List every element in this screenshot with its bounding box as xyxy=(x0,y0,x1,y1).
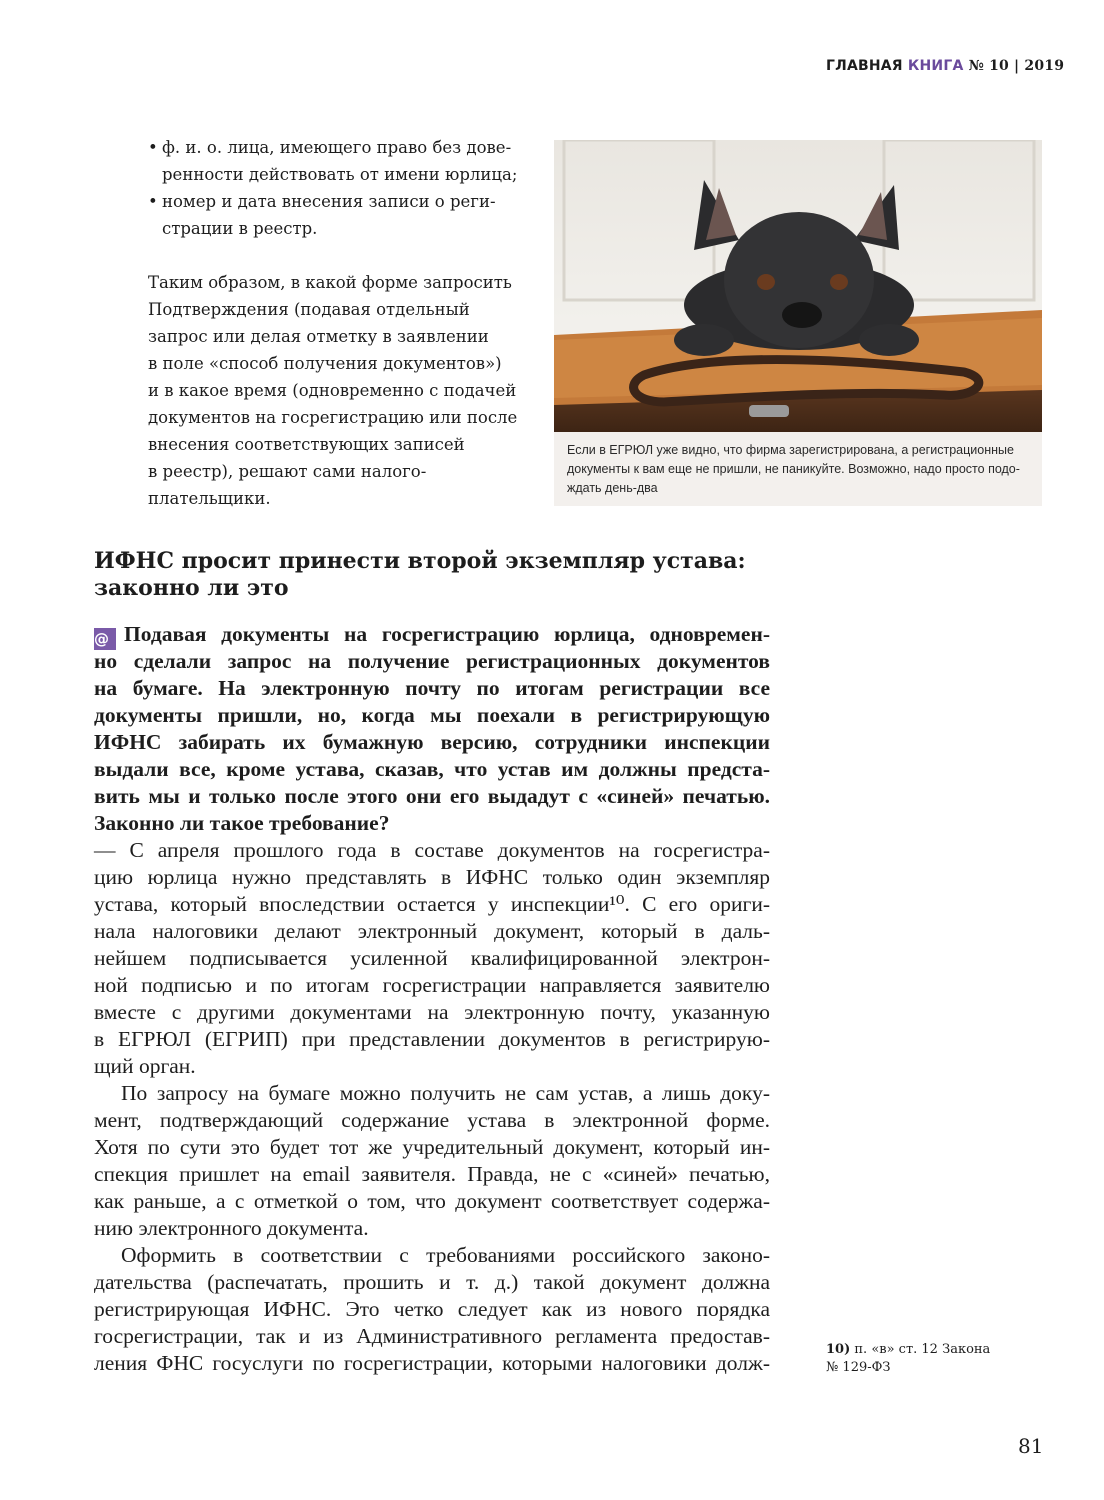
answer-line: регистрирующая ИФНС. Это четко следует как из нового порядка xyxy=(94,1297,770,1321)
answer-line: — С апреля прошлого года в составе документов на госрегистра- xyxy=(94,838,770,862)
footnote-text: № 129-ФЗ xyxy=(826,1360,891,1375)
caption-line: Если в ЕГРЮЛ уже видно, что фирма зарегистрирована, а регистрационные xyxy=(567,443,1014,457)
reader-question xyxy=(94,621,770,837)
bullet-item-line: ренности действовать от имени юрлица; xyxy=(162,165,518,184)
brand-accent: КНИГА xyxy=(907,58,964,74)
header-separator: | xyxy=(1014,58,1020,74)
issue-year: 2019 xyxy=(1024,58,1065,74)
answer-line: ления ФНС госуслуги по госрегистрации, которыми налоговики долж- xyxy=(94,1351,770,1375)
answer-line: нала налоговики делают электронный документ, который в даль- xyxy=(94,919,770,943)
question-line: документы пришли, но, когда мы поехали в регистрирующую xyxy=(94,703,770,727)
answer-line: спекция пришлет на email заявителя. Правда, не с «синей» печатью, xyxy=(94,1162,770,1186)
paragraph-line: в поле «способ получения документов») xyxy=(148,354,502,373)
bullet-item-line: страции в реестр. xyxy=(162,219,318,238)
answer-line: госрегистрации, так и из Административного регламента предостав- xyxy=(94,1324,770,1348)
left-column xyxy=(148,134,518,512)
paragraph-line: документов на госрегистрацию или после xyxy=(148,408,518,427)
paragraph-line: и в какое время (одновременно с подачей xyxy=(148,381,517,400)
answer-line: в ЕГРЮЛ (ЕГРИП) при представлении документов в регистрирую- xyxy=(94,1027,770,1051)
footnote-number: 10) xyxy=(826,1342,851,1357)
answer-line: Оформить в соответствии с требованиями российского законо- xyxy=(121,1243,770,1267)
answer-line: Хотя по сути это будет тот же учредительный документ, который ин- xyxy=(94,1135,770,1159)
answer-line: мент, подтверждающий содержание устава в электронной форме. xyxy=(94,1108,770,1132)
footnote-text: п. «в» ст. 12 Закона xyxy=(854,1342,991,1357)
running-header xyxy=(826,58,1064,74)
paragraph-line: плательщики. xyxy=(148,489,271,508)
answer-line: нию электронного документа. xyxy=(94,1216,369,1240)
answer-line: цию юрлица нужно представлять в ИФНС только один экземпляр xyxy=(94,865,770,889)
question-text: Подавая документы на госрегистрацию юрлица, одновремен- xyxy=(124,622,770,646)
footnote xyxy=(826,1341,990,1377)
answer-line: ной подписью и по итогам госрегистрации направляется заявителю xyxy=(94,973,770,997)
answer-line: как раньше, а с отметкой о том, что документ соответствует содержа- xyxy=(94,1189,770,1213)
answer-line: нейшем подписывается усиленной квалифицированной электрон- xyxy=(94,946,770,970)
answer-line: щий орган. xyxy=(94,1054,196,1078)
paragraph-line: Подтверждения (подавая отдельный xyxy=(148,300,470,319)
question-line: на бумаге. На электронную почту по итогам регистрации все xyxy=(94,676,770,700)
question-line: но сделали запрос на получение регистрационных документов xyxy=(94,649,770,673)
question-first-line xyxy=(94,621,770,648)
paragraph-line: внесения соответствующих записей xyxy=(148,435,465,454)
answer-line: вместе с другими документами на электронную почту, указанную xyxy=(94,1000,770,1024)
paragraph-line: в реестр), решают сами налого- xyxy=(148,462,427,481)
section-heading-line: ИФНС просит принести второй экземпляр устава: xyxy=(94,548,746,574)
paragraph-line: Таким образом, в какой форме запросить xyxy=(148,273,512,292)
photo-dog-on-doormat xyxy=(554,140,1042,432)
question-line: Законно ли такое требование? xyxy=(94,811,390,835)
page-number: 81 xyxy=(1018,1434,1044,1458)
section-heading-line: законно ли это xyxy=(94,575,289,601)
answer-line: дательства (распечатать, прошить и т. д.) такой документ должна xyxy=(94,1270,770,1294)
section-heading xyxy=(94,548,746,602)
paragraph-line: запрос или делая отметку в заявлении xyxy=(148,327,489,346)
answer-line: устава, который впоследствии остается у инспекции¹⁰. С его ориги- xyxy=(94,892,770,916)
question-line: выдали все, кроме устава, сказав, что устав им должны предста- xyxy=(94,757,770,781)
issue-number: № 10 xyxy=(968,58,1009,74)
answer-line: По запросу на бумаге можно получить не сам устав, а лишь доку- xyxy=(121,1081,770,1105)
email-question-icon: @ xyxy=(94,628,116,650)
bullet-item-line: • ф. и. о. лица, имеющего право без дове- xyxy=(148,134,513,161)
caption-line: ждать день-два xyxy=(567,481,658,495)
bullet-item-line: • номер и дата внесения записи о реги- xyxy=(148,188,513,215)
question-line: ИФНС забирать их бумажную версию, сотрудники инспекции xyxy=(94,730,770,754)
caption-line: документы к вам еще не пришли, не паникуйте. Возможно, надо просто подо- xyxy=(567,462,1020,476)
photo-caption xyxy=(554,432,1042,506)
answer-text xyxy=(94,837,770,1377)
question-line: вить мы и только после этого они его выдадут с «синей» печатью. xyxy=(94,784,770,808)
brand-main: ГЛАВНАЯ xyxy=(826,58,903,74)
